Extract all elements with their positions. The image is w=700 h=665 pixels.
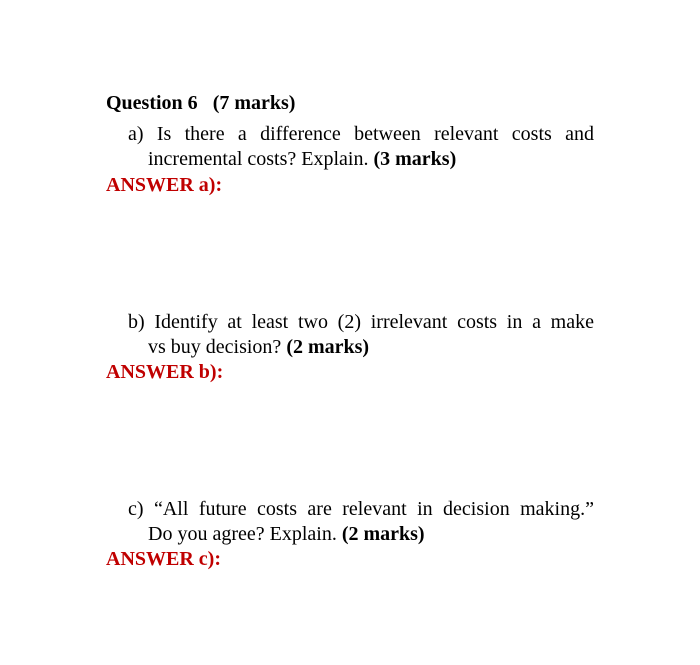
question-a-text: incremental costs? Explain. xyxy=(148,148,369,170)
question-c-text: Do you agree? Explain. xyxy=(148,523,337,545)
answer-c-label: ANSWER c): xyxy=(106,548,221,570)
question-b-text: vs buy decision? xyxy=(148,336,282,358)
question-c-line2 xyxy=(148,522,425,546)
answer-b-label: ANSWER b): xyxy=(106,361,224,383)
question-a-line1: a) Is there a difference between relevant costs and xyxy=(128,123,594,145)
answer-a-label: ANSWER a): xyxy=(106,174,223,196)
question-c-marks: (2 marks) xyxy=(341,523,425,545)
question-title xyxy=(106,91,295,115)
question-a-marks: (3 marks) xyxy=(373,148,457,170)
question-a-line2 xyxy=(148,147,456,171)
question-c-line1: c) “All future costs are relevant in decision making.” xyxy=(128,498,594,520)
title-marks: (7 marks) xyxy=(212,92,296,114)
question-b-line1: b) Identify at least two (2) irrelevant costs in a make xyxy=(128,311,594,333)
title-text: Question 6 xyxy=(106,92,198,114)
question-b-marks: (2 marks) xyxy=(286,336,370,358)
question-b-line2 xyxy=(148,335,369,359)
